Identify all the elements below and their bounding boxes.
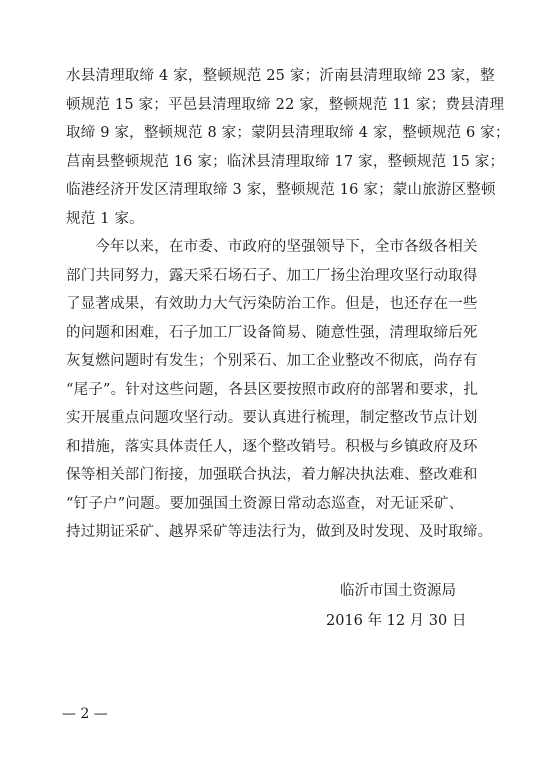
signature-block [326, 576, 466, 636]
issuing-organization: 临沂市国土资源局 [340, 583, 456, 599]
page-number: — 2 — [62, 706, 108, 722]
body-line: 的问题和困难，石子加工厂设备简易、随意性强，清理取缔后死 [66, 324, 478, 341]
body-line: 规范 1 家。 [66, 210, 144, 227]
body-line: 灰复燃问题时有发生；个别采石、加工企业整改不彻底，尚存有 [66, 353, 478, 369]
body-line: 持过期证采矿、越界采矿等违法行为，做到及时发现、及时取缔。 [66, 524, 493, 540]
body-line: 今年以来，在市委、市政府的坚强领导下，全市各级各相关 [66, 239, 478, 255]
body-line: 保等相关部门衔接，加强联合执法，着力解决执法难、整改难和 [66, 467, 478, 483]
body-line: 取缔 9 家，整顿规范 8 家；蒙阴县清理取缔 4 家，整顿规范 6 家； [66, 125, 510, 141]
body-line: “尾子”。针对这些问题，各县区要按照市政府的部署和要求，扎 [66, 381, 479, 398]
body-line: “钉子户”问题。要加强国土资源日常动态巡查，对无证采矿、 [66, 495, 464, 512]
body-line: 顿规范 15 家；平邑县清理取缔 22 家，整顿规范 11 家；费县清理 [66, 96, 505, 113]
body-line: 莒南县整顿规范 16 家；临沭县清理取缔 17 家，整顿规范 15 家； [66, 153, 505, 170]
issue-date: 2016 年 12 月 30 日 [326, 613, 467, 629]
body-line: 和措施，落实具体责任人，逐个整改销号。积极与乡镇政府及环 [66, 438, 478, 455]
document-body [66, 62, 510, 547]
body-line: 部门共同努力，露天采石场石子、加工厂扬尘治理攻坚行动取得 [66, 267, 478, 284]
body-line: 了显著成果，有效助力大气污染防治工作。但是，也还存在一些 [66, 296, 478, 312]
body-line: 水县清理取缔 4 家，整顿规范 25 家；沂南县清理取缔 23 家，整 [66, 68, 495, 84]
body-line: 临港经济开发区清理取缔 3 家，整顿规范 16 家；蒙山旅游区整顿 [66, 182, 496, 198]
body-line: 实开展重点问题攻坚行动。要认真进行梳理，制定整改节点计划 [66, 410, 478, 426]
